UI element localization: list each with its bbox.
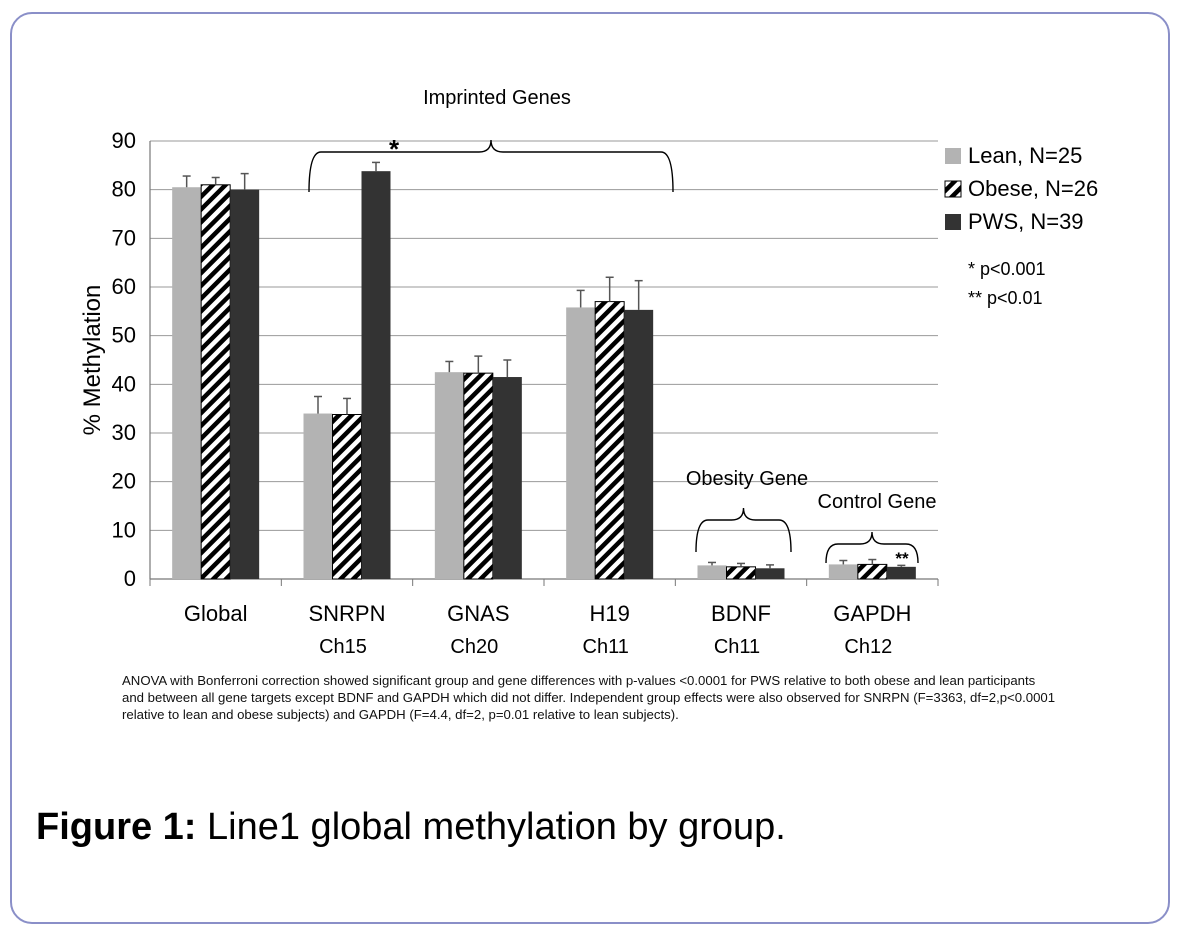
category-sublabel: Ch15 [319,636,367,658]
bar [362,171,391,579]
category-sublabel: Ch12 [844,636,893,658]
category-sublabel: Ch11 [713,636,761,658]
y-tick-label: 0 [123,566,136,591]
bar [698,565,727,579]
legend-entry: Lean, N=25 [968,143,1083,168]
y-tick-label: 20 [111,468,136,494]
category-sublabel: Ch20 [450,636,499,658]
imprinted-genes-label: Imprinted Genes [423,87,571,109]
y-tick-label: 60 [111,274,136,299]
control-gene-label: Control Gene [817,491,937,513]
y-axis-label: % Methylation [79,284,106,436]
y-tick-label: 30 [111,420,136,445]
bar [756,568,785,579]
legend-entry: Obese, N=26 [968,176,1099,201]
bar [172,187,201,579]
category-label: GNAS [447,601,510,626]
gapdh-significance-stars: ** [895,549,909,568]
bar [566,307,595,579]
bar [595,302,624,579]
figure-title [36,806,786,849]
y-tick-label: 50 [111,322,136,348]
significance-note: ** p<0.01 [968,288,1043,308]
y-tick-label: 40 [111,371,136,397]
category-label: SNRPN [308,601,386,626]
bar [333,415,362,579]
bar [858,564,887,579]
category-label: H19 [589,601,630,626]
bars [172,171,916,579]
y-tick-label: 80 [111,176,136,202]
legend-swatch [945,148,961,164]
bar [435,372,464,579]
x-axis-labels [184,601,912,658]
bar [464,373,493,579]
bar [230,190,259,579]
significance-note: * p<0.001 [968,259,1046,279]
y-tick-label: 70 [111,225,136,251]
bar [201,185,230,579]
legend-entry: PWS, N=39 [968,209,1084,234]
obesity-gene-label: Obesity Gene [685,468,809,490]
bar [829,564,858,579]
snrpn-significance-star: * [388,134,400,164]
y-tick-label: 90 [111,128,136,153]
bar [727,567,756,579]
figure-title-text: Line1 global methylation by group. [196,806,786,848]
bar [493,377,522,579]
error-bars [183,162,906,568]
category-label: Global [183,601,248,626]
category-sublabel: Ch11 [582,636,629,658]
legend-swatch [945,214,961,230]
legend [945,143,1098,308]
bar [887,567,916,579]
category-label: GAPDH [833,601,912,626]
y-tick-label: 10 [111,517,136,543]
category-label: BDNF [711,601,771,626]
legend-swatch [945,181,961,197]
gridlines [150,141,938,530]
figure-caption: ANOVA with Bonferroni correction showed significant group and gene differences with p-values <0.0001 for PWS relative to both obese and lean participants and between all gene targets except BDNF and GAPDH which did not differ. Independent group effects were also observed for SNRPN (F=3363, df=2,p<0.0001 relative to lean and obese subjects) and GAPDH (F=4.4, df=2, p=0.01 relative to lean subjects). [122,673,1056,722]
bar [624,310,653,579]
figure-label: Figure 1: [36,806,197,848]
bar [304,414,333,579]
